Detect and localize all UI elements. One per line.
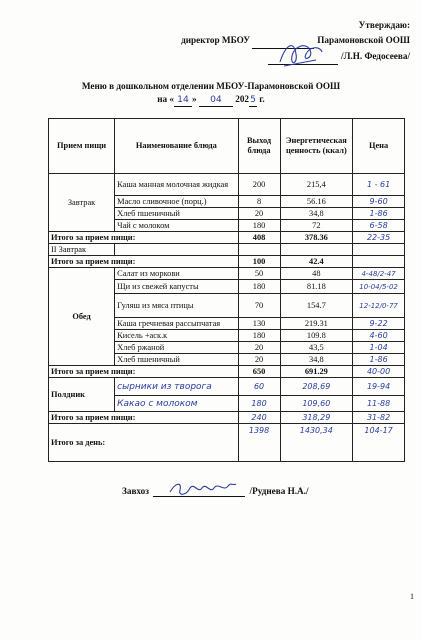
dish-price: 1-86 <box>353 208 405 220</box>
dish-energy: 109,60 <box>280 396 353 412</box>
date-year-suffix: г. <box>257 94 265 104</box>
dish-name: Кисель +аск.к <box>115 330 238 342</box>
header-meal: Прием пищи <box>49 119 115 174</box>
total-price: 22-35 <box>353 232 405 244</box>
dish-yield: 180 <box>238 280 280 294</box>
page-number: 1 <box>410 592 414 601</box>
dish-energy: 215,4 <box>280 174 353 196</box>
dish-name: Масло сливочное (порц.) <box>115 196 238 208</box>
meal-lunch: Обед <box>49 268 115 366</box>
dish-name: Хлеб пшеничный <box>115 208 238 220</box>
approval-position: директор МБОУ <box>181 35 250 45</box>
table-row <box>49 378 405 396</box>
menu-heading <box>30 80 392 107</box>
dish-name: Салат из моркови <box>115 268 238 280</box>
footer-name: /Руднева Н.А./ <box>249 486 309 496</box>
dish-price: 10-04/5-02 <box>353 280 405 294</box>
day-total-price: 104-17 <box>353 424 405 462</box>
dish-yield: 70 <box>238 294 280 318</box>
dish-price: 12-12/0-77 <box>353 294 405 318</box>
total-row <box>49 232 405 244</box>
dish-price: 4-60 <box>353 330 405 342</box>
menu-table <box>48 118 405 462</box>
dish-yield: 50 <box>238 268 280 280</box>
dish-yield: 180 <box>238 330 280 342</box>
dish-yield: 8 <box>238 196 280 208</box>
total-label: Итого за прием пищи: <box>49 232 239 244</box>
dish-price: 1-04 <box>353 342 405 354</box>
approval-director-name: /Л.Н. Федосеева/ <box>341 51 410 61</box>
total-yield: 408 <box>238 232 280 244</box>
header-price: Цена <box>353 119 405 174</box>
total-energy: 318,29 <box>280 412 353 424</box>
total-price: 31-82 <box>353 412 405 424</box>
dish-yield: 20 <box>238 208 280 220</box>
dish-energy: 154.7 <box>280 294 353 318</box>
dish-yield: 130 <box>238 318 280 330</box>
table-row <box>49 174 405 196</box>
table-header-row <box>49 119 405 174</box>
header-dish: Наименование блюда <box>115 119 238 174</box>
dish-name: Какао с молоком <box>115 396 238 412</box>
dish-yield: 180 <box>238 220 280 232</box>
total-label: Итого за прием пищи: <box>49 412 239 424</box>
meal-breakfast: Завтрак <box>49 174 115 232</box>
meal-snack: Полдник <box>49 378 115 412</box>
dish-energy: 43,5 <box>280 342 353 354</box>
dish-price: 4-48/2-47 <box>353 268 405 280</box>
dish-price: 11-88 <box>353 396 405 412</box>
table-row <box>49 268 405 280</box>
manager-signature <box>168 478 238 500</box>
total-energy: 42.4 <box>280 256 353 268</box>
dish-price: 19-94 <box>353 378 405 396</box>
approval-school: Парамоновской ООШ <box>317 35 410 45</box>
total-label: Итого за прием пищи: <box>49 366 239 378</box>
dish-energy: 208,69 <box>280 378 353 396</box>
total-yield: 100 <box>238 256 280 268</box>
dish-price: 1-86 <box>353 354 405 366</box>
date-year-prefix: 202 <box>235 94 249 104</box>
day-total-energy: 1430,34 <box>280 424 353 462</box>
dish-name: Щи из свежей капусты <box>115 280 238 294</box>
total-yield: 240 <box>238 412 280 424</box>
dish-name: Гуляш из мяса птицы <box>115 294 238 318</box>
director-signature <box>276 36 326 70</box>
date-mid: » <box>192 94 197 104</box>
total-row <box>49 412 405 424</box>
dish-yield: 20 <box>238 342 280 354</box>
dish-energy: 48 <box>280 268 353 280</box>
date-day: 14 <box>174 93 192 107</box>
total-row <box>49 366 405 378</box>
dish-price: 1 - 61 <box>353 174 405 196</box>
dish-name: Чай с молоком <box>115 220 238 232</box>
dish-energy: 34,8 <box>280 354 353 366</box>
day-total-label: Итого за день: <box>49 424 239 462</box>
dish-energy: 34,8 <box>280 208 353 220</box>
meal-second-breakfast: II Завтрак <box>49 244 115 256</box>
total-label: Итого за прием пищи: <box>49 256 239 268</box>
date-prefix: на « <box>157 94 175 104</box>
date-year-digit: 5 <box>250 94 256 105</box>
dish-energy: 72 <box>280 220 353 232</box>
day-total-row <box>49 424 405 462</box>
dish-price: 9-60 <box>353 196 405 208</box>
dish-yield: 180 <box>238 396 280 412</box>
dish-yield: 60 <box>238 378 280 396</box>
dish-price: 9-22 <box>353 318 405 330</box>
dish-name: Каша гречневая рассыпчатая <box>115 318 238 330</box>
dish-name: сырники из творога <box>115 378 238 396</box>
total-row <box>49 256 405 268</box>
dish-name: Каша манная молочная жидкая <box>115 174 238 196</box>
dish-yield: 20 <box>238 354 280 366</box>
dish-energy: 56.16 <box>280 196 353 208</box>
total-energy: 378.36 <box>280 232 353 244</box>
header-yield: Выход блюда <box>238 119 280 174</box>
menu-title: Меню в дошкольном отделении МБОУ-Парамоновской ООШ <box>81 81 341 91</box>
dish-price: 6-58 <box>353 220 405 232</box>
approval-title: Утверждаю: <box>358 20 410 30</box>
footer-prefix: Завхоз <box>122 486 149 496</box>
total-yield: 650 <box>238 366 280 378</box>
menu-date <box>30 93 392 107</box>
day-total-yield: 1398 <box>238 424 280 462</box>
dish-name: Хлеб ржаной <box>115 342 238 354</box>
date-month: 04 <box>199 93 233 107</box>
total-energy: 691.29 <box>280 366 353 378</box>
table-row <box>49 244 405 256</box>
dish-yield: 200 <box>238 174 280 196</box>
dish-energy: 81.18 <box>280 280 353 294</box>
dish-energy: 219.31 <box>280 318 353 330</box>
total-price: 40-00 <box>353 366 405 378</box>
header-energy: Энергетическая ценность (ккал) <box>280 119 353 174</box>
dish-name: Хлеб пшеничный <box>115 354 238 366</box>
dish-energy: 109.8 <box>280 330 353 342</box>
